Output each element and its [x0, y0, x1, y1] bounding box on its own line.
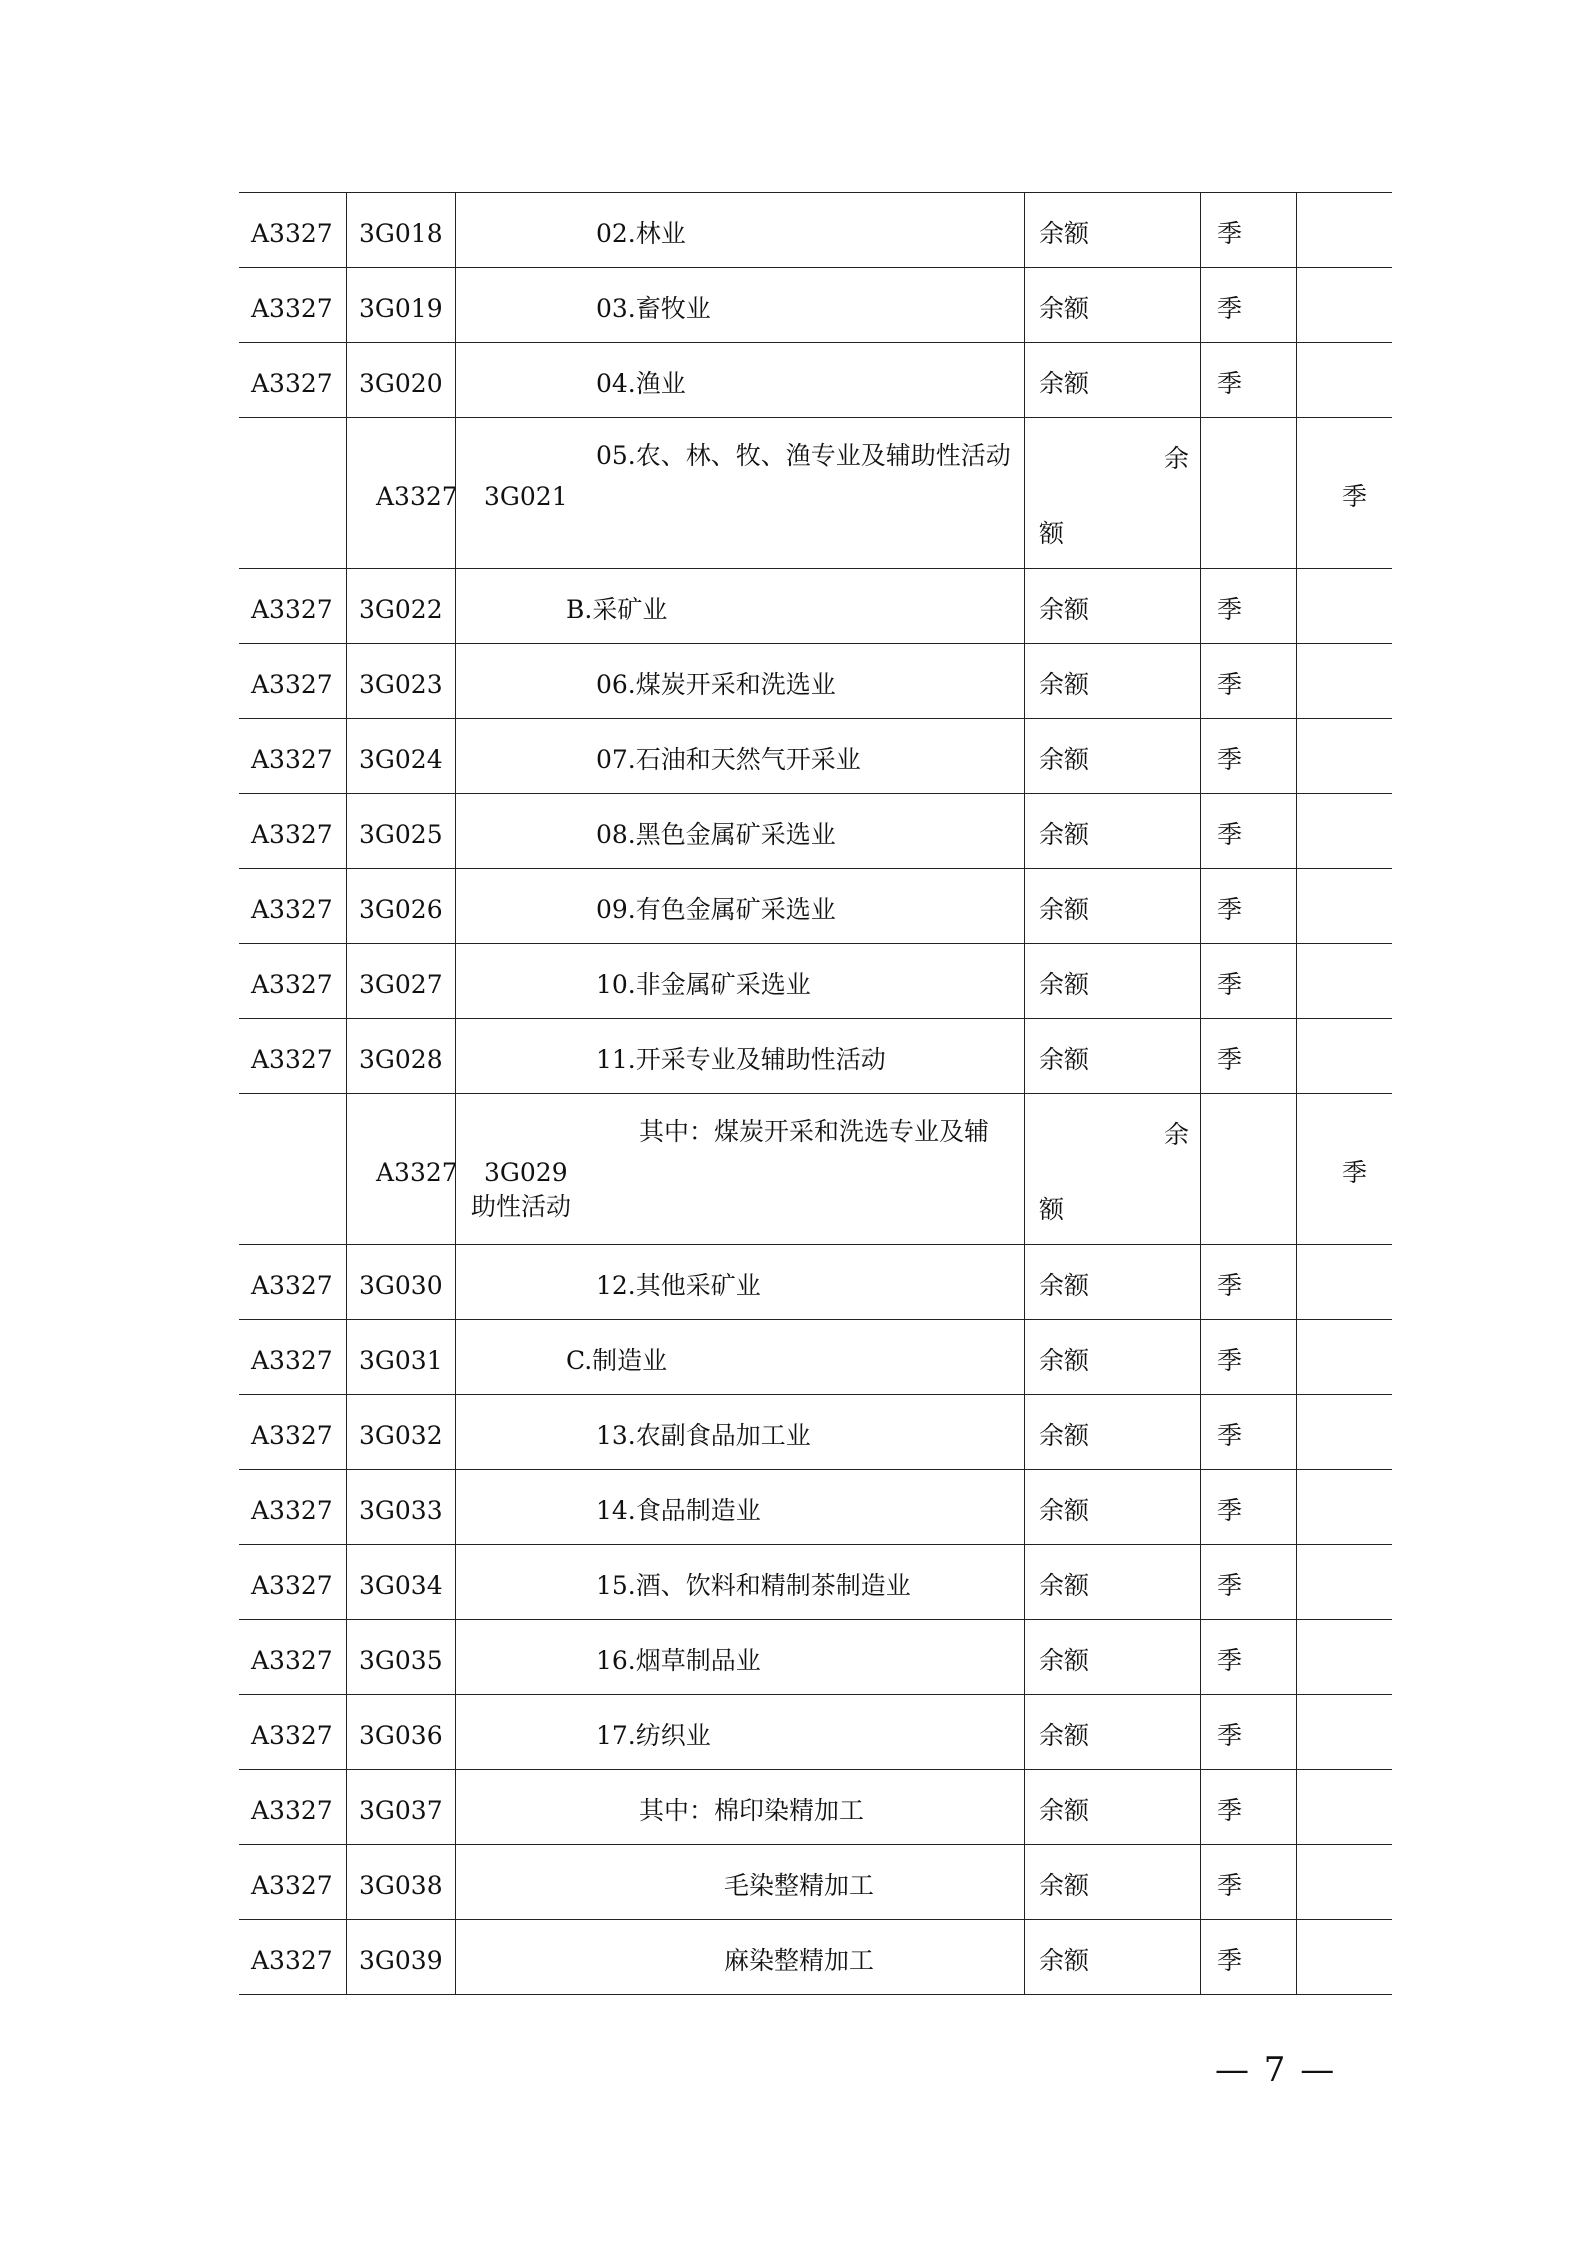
- table-type-cell: [1025, 794, 1201, 868]
- table-code-cell: [239, 343, 347, 417]
- table-name-cell-text: 11.开采专业及辅助性活动: [596, 1044, 886, 1074]
- table-row: [239, 418, 1392, 569]
- table-freq-cell: [1201, 1395, 1297, 1469]
- table-code-cell-text: A3327: [376, 481, 458, 511]
- table-type-cell-text: 余额: [1039, 1495, 1090, 1525]
- table-code-cell-text: A3327: [251, 594, 333, 624]
- table-row: [239, 1395, 1392, 1470]
- table-freq-cell-text: 季: [1217, 669, 1243, 699]
- table-type-cell-text: 余额: [1039, 1345, 1090, 1375]
- table-code-cell-text: A3327: [376, 1157, 458, 1187]
- table-blank-cell: [1297, 1245, 1392, 1319]
- table-type-cell: [1025, 644, 1201, 718]
- table-code-cell-text: A3327: [251, 1345, 333, 1375]
- table-freq-cell-text: 季: [1217, 1945, 1243, 1975]
- table-name-cell: [456, 1395, 1025, 1469]
- table-id-cell-text: 3G019: [359, 293, 443, 323]
- table-code-cell-text: A3327: [251, 669, 333, 699]
- table-freq-cell: [1201, 944, 1297, 1018]
- table-row: [239, 1470, 1392, 1545]
- table-name-cell-text: 其中：煤炭开采和洗选专业及辅助性活动: [471, 1117, 990, 1221]
- table-type-cell-text: 余额: [1039, 1570, 1090, 1600]
- table-freq-cell-text: 季: [1217, 1345, 1243, 1375]
- table-freq-cell: [1201, 343, 1297, 417]
- table-blank-cell: [1297, 644, 1392, 718]
- table-blank-cell: [1297, 1320, 1392, 1394]
- table-freq-cell-text: 季: [1217, 1795, 1243, 1825]
- table-name-cell-text: 03.畜牧业: [596, 293, 711, 323]
- table-row: [239, 719, 1392, 794]
- table-id-cell: [347, 944, 456, 1018]
- table-blank-cell: [1297, 1845, 1392, 1919]
- table-type-cell-text: 余额: [1039, 444, 1190, 548]
- table-type-cell-text: 余额: [1039, 1720, 1090, 1750]
- table-row: [239, 569, 1392, 644]
- table-type-cell: [1025, 1920, 1201, 1994]
- table-blank-cell: [1297, 1094, 1392, 1244]
- table-freq-cell: [1201, 1620, 1297, 1694]
- table-type-cell-text: 余额: [1039, 1120, 1190, 1224]
- table-name-cell: [456, 1845, 1025, 1919]
- table-code-cell-text: A3327: [251, 894, 333, 924]
- table-blank-cell: [1297, 193, 1392, 267]
- table-blank-cell: [1297, 719, 1392, 793]
- table-blank-cell: [1297, 1395, 1392, 1469]
- table-type-cell-text: 余额: [1039, 1945, 1090, 1975]
- table-type-cell: [1025, 1395, 1201, 1469]
- table-code-cell-text: A3327: [251, 1945, 333, 1975]
- table-id-cell: [347, 1019, 456, 1093]
- table-type-cell-text: 余额: [1039, 819, 1090, 849]
- table-freq-cell: [1201, 1019, 1297, 1093]
- table-id-cell-text: 3G023: [359, 669, 443, 699]
- table-code-cell-text: A3327: [251, 1420, 333, 1450]
- table-type-cell-text: 余额: [1039, 594, 1090, 624]
- table-freq-cell: [1201, 719, 1297, 793]
- table-id-cell: [347, 268, 456, 342]
- table-name-cell-text: 06.煤炭开采和洗选业: [596, 669, 836, 699]
- table-id-cell-text: 3G034: [359, 1570, 443, 1600]
- table-type-cell: [1025, 343, 1201, 417]
- table-row: [239, 869, 1392, 944]
- table-freq-cell: [1201, 569, 1297, 643]
- table-id-cell-text: 3G028: [359, 1044, 443, 1074]
- table-type-cell: [1025, 1320, 1201, 1394]
- table-code-cell: [239, 644, 347, 718]
- table-freq-cell: [1201, 1245, 1297, 1319]
- table-id-cell: [347, 1845, 456, 1919]
- table-code-cell: [239, 569, 347, 643]
- table-blank-cell: [1297, 944, 1392, 1018]
- table-blank-cell: [1297, 1695, 1392, 1769]
- table-name-cell: [456, 343, 1025, 417]
- table-name-cell: [456, 944, 1025, 1018]
- table-id-cell-text: 3G021: [484, 481, 568, 511]
- table-id-cell: [347, 418, 568, 568]
- table-id-cell: [347, 794, 456, 868]
- table-freq-cell-text: 季: [1217, 218, 1243, 248]
- table-freq-cell-text: 季: [1217, 969, 1243, 999]
- table-row: [239, 1320, 1392, 1395]
- table-name-cell-text: 02.林业: [596, 218, 686, 248]
- table-type-cell: [1025, 1695, 1201, 1769]
- table-name-cell-text: 07.石油和天然气开采业: [596, 744, 861, 774]
- table-name-cell-text: 14.食品制造业: [596, 1495, 761, 1525]
- table-type-cell-text: 余额: [1039, 744, 1090, 774]
- table-type-cell-text: 余额: [1039, 969, 1090, 999]
- table-name-cell: [456, 1770, 1025, 1844]
- table-freq-cell: [1201, 268, 1297, 342]
- table-blank-cell: [1297, 1770, 1392, 1844]
- table-row: [239, 1845, 1392, 1920]
- table-freq-cell-text: 季: [1342, 481, 1368, 511]
- table-name-cell: [456, 569, 1025, 643]
- table-id-cell-text: 3G039: [359, 1945, 443, 1975]
- table-freq-cell: [1201, 193, 1297, 267]
- table-freq-cell-text: 季: [1217, 1495, 1243, 1525]
- table-name-cell-text: 其中：棉印染精加工: [639, 1795, 865, 1825]
- table-blank-cell: [1297, 268, 1392, 342]
- table-code-cell-text: A3327: [251, 1720, 333, 1750]
- table-type-cell-text: 余额: [1039, 368, 1090, 398]
- table-freq-cell-text: 季: [1217, 1570, 1243, 1600]
- table-freq-cell-text: 季: [1217, 894, 1243, 924]
- table-type-cell: [1025, 1094, 1201, 1244]
- table-id-cell-text: 3G022: [359, 594, 443, 624]
- table-row: [239, 944, 1392, 1019]
- table-type-cell: [1025, 1019, 1201, 1093]
- table-id-cell: [347, 1395, 456, 1469]
- table-type-cell: [1025, 1245, 1201, 1319]
- table-name-cell-text: 04.渔业: [596, 368, 686, 398]
- table-code-cell: [239, 1470, 347, 1544]
- table-name-cell: [456, 418, 1025, 568]
- table-code-cell: [239, 1545, 347, 1619]
- table-type-cell: [1025, 869, 1201, 943]
- table-freq-cell: [1201, 1320, 1297, 1394]
- table-type-cell-text: 余额: [1039, 1270, 1090, 1300]
- table-freq-cell-text: 季: [1342, 1157, 1368, 1187]
- table-id-cell: [347, 569, 456, 643]
- table-name-cell: [456, 1094, 1025, 1244]
- table-name-cell-text: 毛染整精加工: [724, 1870, 875, 1900]
- table-type-cell-text: 余额: [1039, 1795, 1090, 1825]
- table-id-cell: [347, 869, 456, 943]
- table-type-cell: [1025, 1845, 1201, 1919]
- table-id-cell-text: 3G030: [359, 1270, 443, 1300]
- table-name-cell: [456, 1245, 1025, 1319]
- table-code-cell: [239, 719, 347, 793]
- table-name-cell: [456, 1695, 1025, 1769]
- table-name-cell-text: 09.有色金属矿采选业: [596, 894, 836, 924]
- table-row: [239, 343, 1392, 418]
- table-freq-cell-text: 季: [1217, 368, 1243, 398]
- table-name-cell: [456, 869, 1025, 943]
- table-freq-cell-text: 季: [1217, 819, 1243, 849]
- table-id-cell-text: 3G024: [359, 744, 443, 774]
- table-id-cell: [347, 1320, 456, 1394]
- table-name-cell-text: 15.酒、饮料和精制茶制造业: [596, 1570, 911, 1600]
- table-name-cell: [456, 644, 1025, 718]
- table-code-cell: [239, 1845, 347, 1919]
- table-id-cell-text: 3G033: [359, 1495, 443, 1525]
- table-id-cell: [347, 719, 456, 793]
- table-name-cell-text: 16.烟草制品业: [596, 1645, 761, 1675]
- table-blank-cell: [1297, 1920, 1392, 1994]
- table-type-cell: [1025, 1620, 1201, 1694]
- table-type-cell: [1025, 418, 1201, 568]
- table-id-cell: [347, 1695, 456, 1769]
- table-name-cell-text: 10.非金属矿采选业: [596, 969, 811, 999]
- table-code-cell: [239, 869, 347, 943]
- table-name-cell-text: 麻染整精加工: [724, 1945, 875, 1975]
- table-row: [239, 1620, 1392, 1695]
- table-code-cell: [239, 418, 458, 568]
- table-blank-cell: [1297, 343, 1392, 417]
- table-code-cell: [239, 1695, 347, 1769]
- table-freq-cell-text: 季: [1217, 1420, 1243, 1450]
- table-id-cell-text: 3G032: [359, 1420, 443, 1450]
- table-row: [239, 1920, 1392, 1995]
- table-name-cell-text: 17.纺织业: [596, 1720, 711, 1750]
- table-type-cell-text: 余额: [1039, 894, 1090, 924]
- table-id-cell-text: 3G038: [359, 1870, 443, 1900]
- table-code-cell-text: A3327: [251, 1795, 333, 1825]
- table-code-cell: [239, 944, 347, 1018]
- table-type-cell: [1025, 719, 1201, 793]
- table-freq-cell: [1201, 1920, 1297, 1994]
- table-type-cell-text: 余额: [1039, 1645, 1090, 1675]
- table-name-cell: [456, 1545, 1025, 1619]
- table-type-cell: [1025, 944, 1201, 1018]
- table-freq-cell-text: 季: [1217, 293, 1243, 323]
- table-freq-cell: [1201, 869, 1297, 943]
- table-id-cell-text: 3G018: [359, 218, 443, 248]
- table-id-cell-text: 3G037: [359, 1795, 443, 1825]
- table-id-cell: [347, 1245, 456, 1319]
- table-blank-cell: [1297, 1620, 1392, 1694]
- table-row: [239, 193, 1392, 268]
- table-freq-cell-text: 季: [1217, 1645, 1243, 1675]
- table-id-cell: [347, 1920, 456, 1994]
- table-freq-cell-text: 季: [1217, 1870, 1243, 1900]
- table-code-cell-text: A3327: [251, 1570, 333, 1600]
- table-code-cell-text: A3327: [251, 819, 333, 849]
- table-freq-cell: [1201, 1770, 1297, 1844]
- table-freq-cell: [1201, 794, 1297, 868]
- table-type-cell: [1025, 1770, 1201, 1844]
- table-code-cell: [239, 1245, 347, 1319]
- table-name-cell: [456, 1920, 1025, 1994]
- table-row: [239, 1019, 1392, 1094]
- table-type-cell-text: 余额: [1039, 1420, 1090, 1450]
- table-id-cell-text: 3G029: [484, 1157, 568, 1187]
- table-blank-cell: [1297, 569, 1392, 643]
- table-code-cell-text: A3327: [251, 368, 333, 398]
- table-row: [239, 1695, 1392, 1770]
- table-blank-cell: [1297, 794, 1392, 868]
- table-blank-cell: [1297, 1019, 1392, 1093]
- table-row: [239, 1770, 1392, 1845]
- table-name-cell: [456, 193, 1025, 267]
- table-type-cell-text: 余额: [1039, 1870, 1090, 1900]
- table-type-cell: [1025, 1545, 1201, 1619]
- table-type-cell-text: 余额: [1039, 1044, 1090, 1074]
- table-name-cell-text: C.制造业: [566, 1345, 668, 1375]
- table-row: [239, 268, 1392, 343]
- table-code-cell-text: A3327: [251, 744, 333, 774]
- table-freq-cell: [1201, 1470, 1297, 1544]
- table-freq-cell-text: 季: [1217, 1720, 1243, 1750]
- table-id-cell: [347, 1545, 456, 1619]
- table-blank-cell: [1297, 1545, 1392, 1619]
- table-freq-cell: [1201, 1845, 1297, 1919]
- table-type-cell-text: 余额: [1039, 218, 1090, 248]
- table-freq-cell: [1201, 1094, 1368, 1244]
- table-code-cell: [239, 1019, 347, 1093]
- table-name-cell-text: 08.黑色金属矿采选业: [596, 819, 836, 849]
- table-id-cell-text: 3G025: [359, 819, 443, 849]
- table-name-cell: [456, 1320, 1025, 1394]
- page-number: — 7 —: [1215, 2050, 1337, 2090]
- table-id-cell: [347, 1470, 456, 1544]
- table-id-cell-text: 3G020: [359, 368, 443, 398]
- table-type-cell: [1025, 193, 1201, 267]
- table-code-cell-text: A3327: [251, 969, 333, 999]
- table-freq-cell-text: 季: [1217, 744, 1243, 774]
- table-name-cell-text: 13.农副食品加工业: [596, 1420, 811, 1450]
- table-id-cell-text: 3G031: [359, 1345, 443, 1375]
- table-name-cell: [456, 1620, 1025, 1694]
- table-freq-cell-text: 季: [1217, 594, 1243, 624]
- table-name-cell-text: B.采矿业: [566, 594, 668, 624]
- table-id-cell: [347, 644, 456, 718]
- table-freq-cell-text: 季: [1217, 1270, 1243, 1300]
- table-id-cell: [347, 1770, 456, 1844]
- table-code-cell: [239, 1395, 347, 1469]
- table-code-cell-text: A3327: [251, 293, 333, 323]
- table-blank-cell: [1297, 869, 1392, 943]
- table-name-cell: [456, 719, 1025, 793]
- table-code-cell: [239, 794, 347, 868]
- table-row: [239, 1545, 1392, 1620]
- table-id-cell-text: 3G035: [359, 1645, 443, 1675]
- table-code-cell: [239, 1094, 458, 1244]
- indicator-table: [239, 192, 1392, 1995]
- table-name-cell: [456, 268, 1025, 342]
- table-type-cell: [1025, 268, 1201, 342]
- table-code-cell-text: A3327: [251, 1044, 333, 1074]
- table-row: [239, 644, 1392, 719]
- table-code-cell: [239, 268, 347, 342]
- table-id-cell: [347, 1620, 456, 1694]
- table-freq-cell: [1201, 418, 1368, 568]
- table-row: [239, 1245, 1392, 1320]
- table-name-cell-text: 12.其他采矿业: [596, 1270, 761, 1300]
- table-freq-cell-text: 季: [1217, 1044, 1243, 1074]
- table-code-cell: [239, 1920, 347, 1994]
- table-code-cell-text: A3327: [251, 1645, 333, 1675]
- table-code-cell-text: A3327: [251, 218, 333, 248]
- table-freq-cell: [1201, 1695, 1297, 1769]
- table-type-cell: [1025, 1470, 1201, 1544]
- table-type-cell-text: 余额: [1039, 669, 1090, 699]
- table-name-cell: [456, 794, 1025, 868]
- table-type-cell-text: 余额: [1039, 293, 1090, 323]
- table-blank-cell: [1297, 1470, 1392, 1544]
- table-code-cell-text: A3327: [251, 1270, 333, 1300]
- table-name-cell: [456, 1470, 1025, 1544]
- table-freq-cell: [1201, 644, 1297, 718]
- table-id-cell: [347, 343, 456, 417]
- table-code-cell: [239, 1770, 347, 1844]
- table-code-cell: [239, 193, 347, 267]
- table-row: [239, 1094, 1392, 1245]
- table-id-cell-text: 3G036: [359, 1720, 443, 1750]
- table-blank-cell: [1297, 418, 1392, 568]
- table-name-cell-text: 05.农、林、牧、渔专业及辅助性活动: [596, 441, 1011, 470]
- table-row: [239, 794, 1392, 869]
- table-id-cell-text: 3G026: [359, 894, 443, 924]
- table-freq-cell: [1201, 1545, 1297, 1619]
- table-id-cell-text: 3G027: [359, 969, 443, 999]
- table-id-cell: [347, 193, 456, 267]
- table-code-cell: [239, 1320, 347, 1394]
- table-name-cell: [456, 1019, 1025, 1093]
- table-type-cell: [1025, 569, 1201, 643]
- table-id-cell: [347, 1094, 568, 1244]
- table-code-cell-text: A3327: [251, 1870, 333, 1900]
- table-code-cell: [239, 1620, 347, 1694]
- table-code-cell-text: A3327: [251, 1495, 333, 1525]
